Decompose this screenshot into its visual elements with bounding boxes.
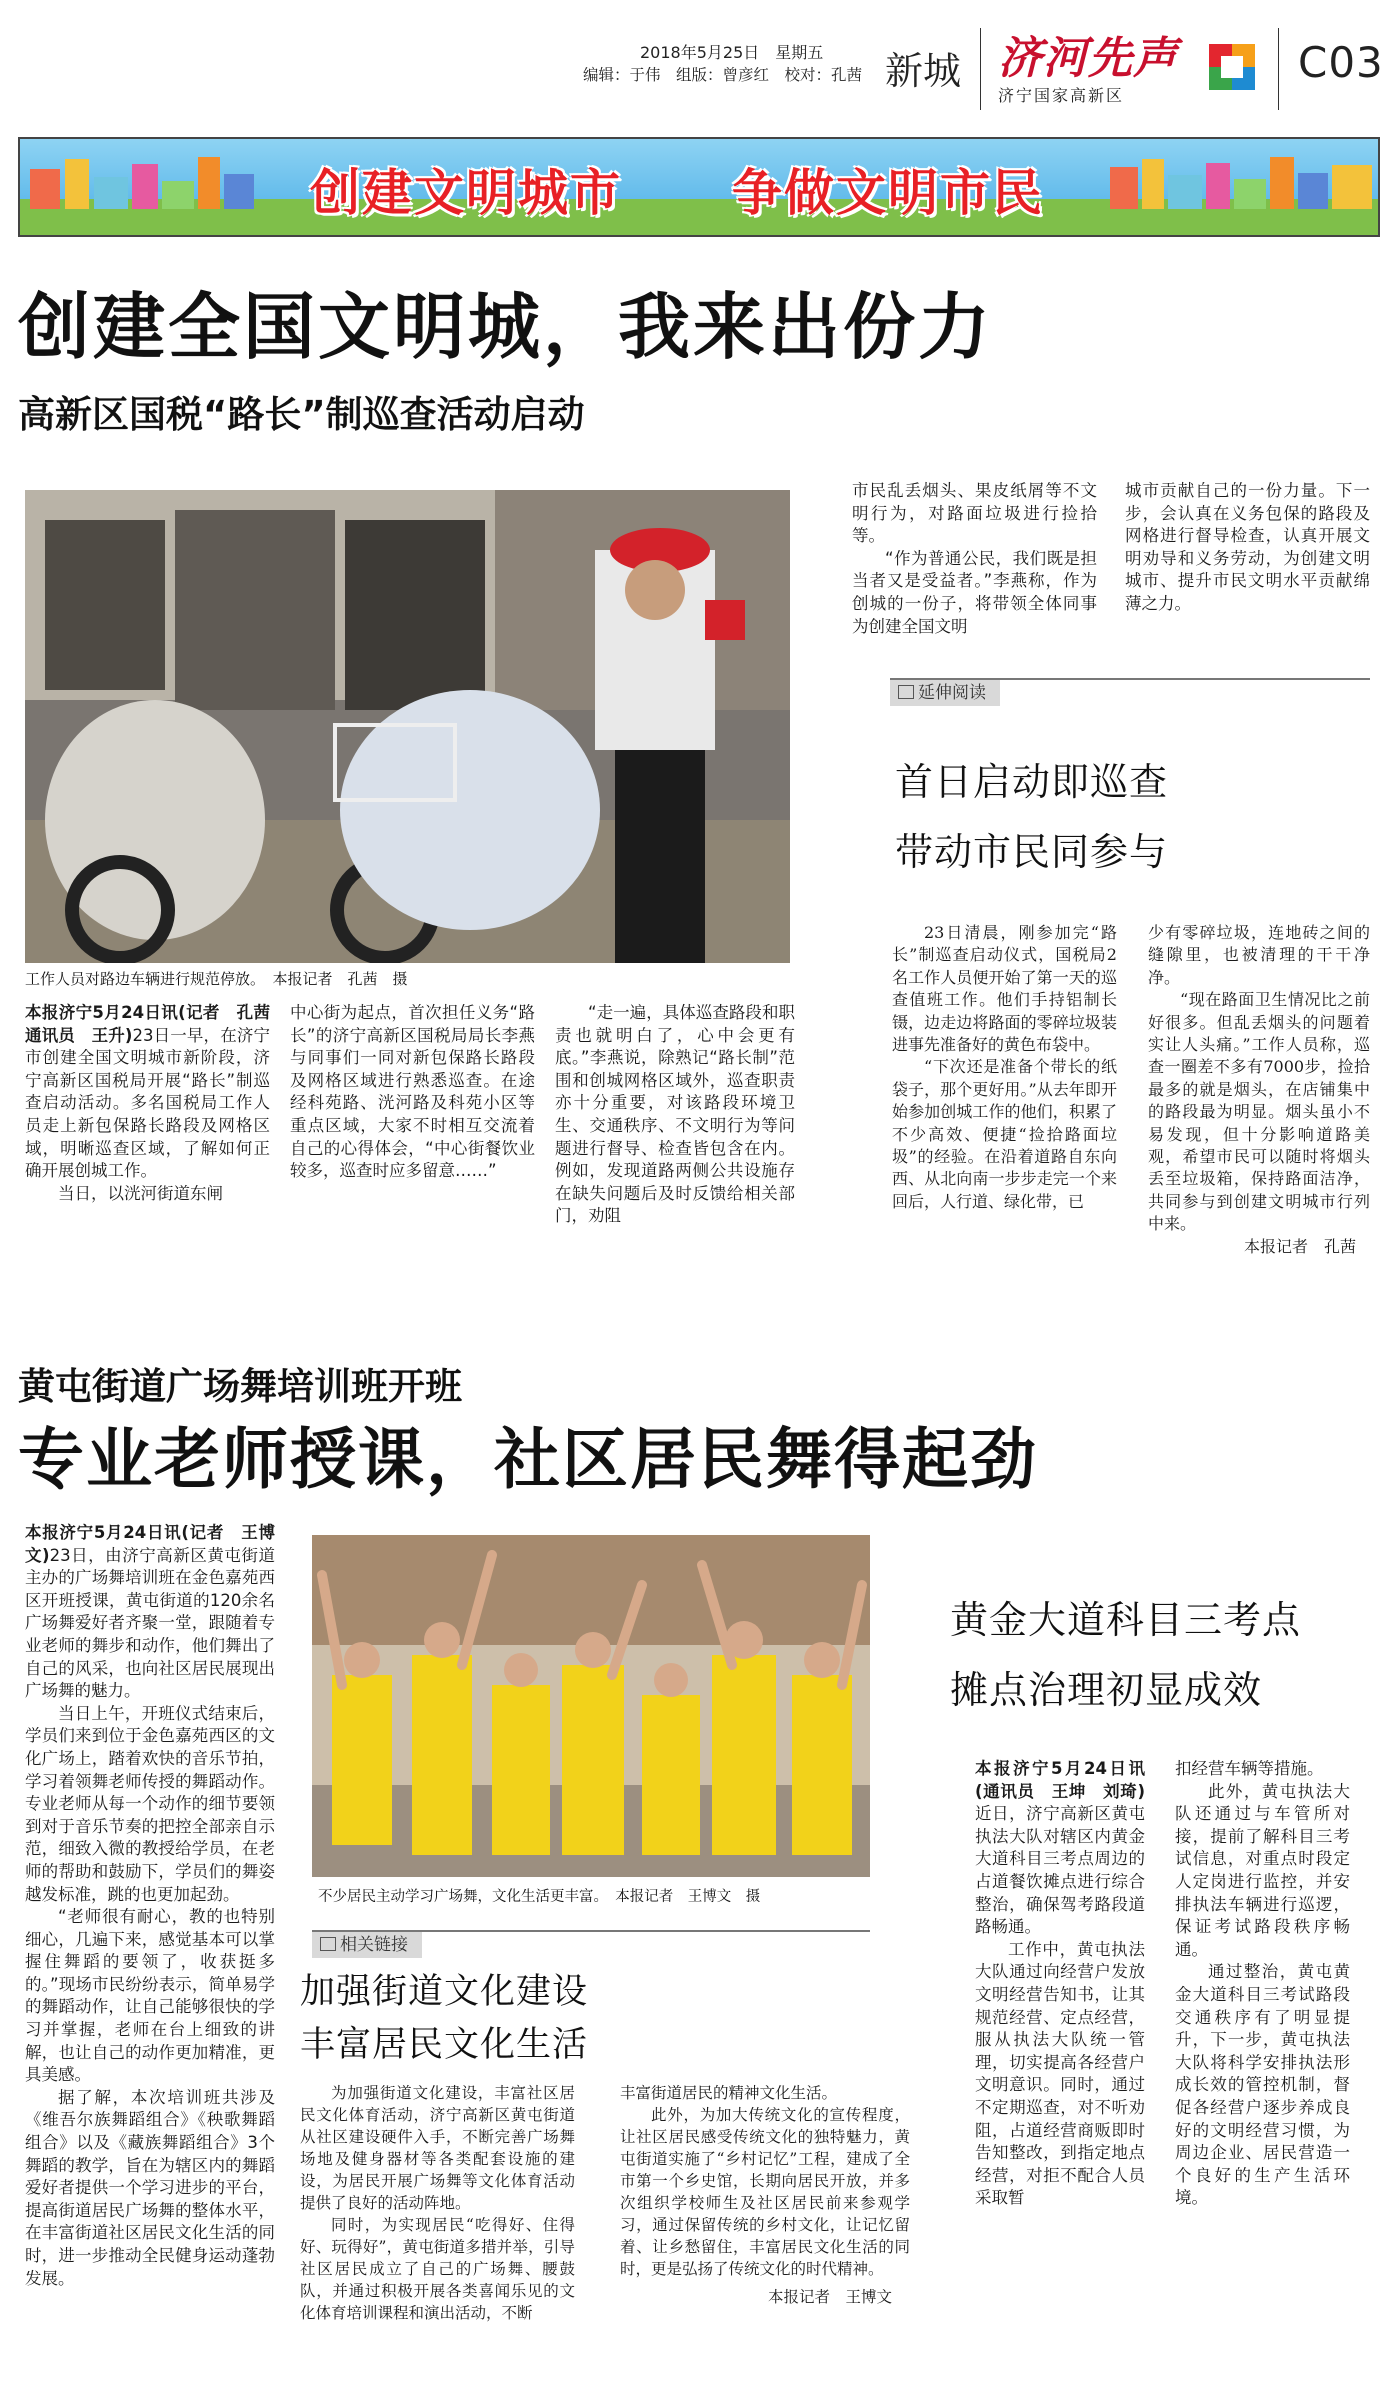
article3-col2-text3: 通过整治，黄屯黄金大道科目三考试路段交通秩序有了明显提升，下一步，黄屯执法大队将科学安排执法形成长效的管控机制，督促各经营户逐步养成良好的文明经营习惯，为周边企业、居民营造一个良好的生产生活环境。 (1175, 1962, 1350, 2208)
banner-left-text: 创建文明城市 (310, 164, 622, 222)
sidebar1-col2-text: 少有零碎垃圾，连地砖之间的缝隙里，也被清理的干干净净。 (1148, 923, 1370, 987)
sidebar2-author: 本报记者 王博文 (767, 2288, 892, 2306)
masthead (0, 0, 1394, 135)
article1-col2 (290, 1002, 535, 1183)
sidebar1-col1-text2: “下次还是准备个带长的纸袋子，那个更好用。”从去年即开始参加创城工作的他们，积累了不少高效、便捷“捡拾路面垃圾”的经验。在沿着道路自东向西、从北向南一步步走完一个来回后，人行道、绿化带，已 (892, 1057, 1117, 1211)
sidebar1-title-1: 首日启动即巡查 (895, 760, 1169, 804)
article1-col2-text: 中心街为起点，首次担任义务“路长”的济宁高新区国税局局长李燕与同事们一同对新包保路长路段及网格区域进行熟悉巡查。在途经科苑路、洸河路及科苑小区等重点区域，大家不时相互交流着自己的心得体会，“中心街餐饮业较多，巡查时应多留意……” (290, 1003, 535, 1181)
sidebar1-tab (890, 680, 1000, 706)
article3-text1: 近日，济宁高新区黄屯执法大队对辖区内黄金大道科目三考点周边的占道餐饮摊点进行综合整治，确保驾考路段道路畅通。 (975, 1804, 1145, 1937)
sidebar1-header (890, 678, 1370, 708)
article2-text1: 23日，由济宁高新区黄屯街道主办的广场舞培训班在金色嘉苑西区开班授课，黄屯街道的120余名广场舞爱好者齐聚一堂，跟随着专业老师的舞步和动作，他们舞出了自己的风采，也向社区居民展现出广场舞的魅力。 (25, 1545, 275, 1701)
paper-name: 济河先声 (998, 33, 1178, 84)
article1-top-col2-text: 城市贡献自己的一份力量。下一步，会认真在义务包保的路段及网格进行督导检查，认真开展文明劝导和义务劳动，为创建文明城市、提升市民文明水平贡献绵薄之力。 (1125, 481, 1370, 613)
article1-top-col2 (1125, 480, 1370, 616)
sidebar2-col2 (620, 2082, 910, 2308)
article1-top-col1 (852, 480, 1097, 638)
article3-col2 (1175, 1758, 1350, 2210)
article1-col1 (25, 1002, 287, 1205)
sidebar1-col2-text2: “现在路面卫生情况比之前好很多。但乱丢烟头的问题着实让人头痛。”工作人员称，巡查一圈差不多有7000步，捡拾最多的就是烟头，在店铺集中的路段最为明显。烟头虽小不易发现，但十分影响道路美观，希望市民可以随时将烟头丢至垃圾箱，保持路面洁净，共同参与到创建文明城市行列中来。 (1148, 990, 1370, 1234)
sidebar1-tab-label: 延伸阅读 (918, 683, 986, 703)
cityscape-illustration (20, 139, 1378, 235)
banner (18, 137, 1380, 237)
article2-col1 (25, 1522, 275, 2290)
sidebar2-col2-text: 丰富街道居民的精神文化生活。 (620, 2084, 838, 2102)
sidebar2-col1-text2: 同时，为实现居民“吃得好、住得好、玩得好”，黄屯街道多措并举，引导社区居民成立了自己的广场舞、腰鼓队，并通过积极开展各类喜闻乐见的文化体育培训课程和演出活动，不断 (300, 2216, 575, 2322)
masthead-divider-2 (1278, 28, 1279, 110)
sidebar2-tab (312, 1932, 422, 1958)
article1-title: 创建全国文明城，我来出份力 (18, 285, 994, 369)
paper-sub: 济宁国家高新区 (998, 86, 1125, 105)
article2-byline: 本报济宁5月24日讯(记者 王博文) (25, 1523, 275, 1565)
article2-kicker: 黄屯街道广场舞培训班开班 (18, 1365, 462, 1408)
book-icon (898, 685, 914, 699)
article3-col1 (975, 1758, 1145, 2210)
sidebar2-header (312, 1930, 870, 1960)
article2-photo-caption: 不少居民主动学习广场舞，文化生活更丰富。 本报记者 王博文 摄 (318, 1889, 761, 1905)
sidebar1-title-2: 带动市民同参与 (895, 830, 1169, 874)
article2-photo (312, 1535, 870, 1877)
sidebar1-col2 (1148, 922, 1370, 1258)
sidebar2-title-2: 丰富居民文化生活 (300, 2025, 589, 2065)
masthead-divider (980, 28, 981, 110)
article3-title-2: 摊点治理初显成效 (950, 1668, 1263, 1712)
article1-photo-caption: 工作人员对路边车辆进行规范停放。 本报记者 孔茜 摄 (25, 970, 408, 988)
article3-title-1: 黄金大道科目三考点 (950, 1598, 1302, 1642)
sidebar1-col1 (892, 922, 1117, 1213)
article1-col3 (555, 1002, 795, 1228)
article1-top-col1-text2: “作为普通公民，我们既是担当者又是受益者。”李燕称，作为创城的一份子，将带领全体同事为创建全国文明 (852, 548, 1097, 636)
book-icon (320, 1937, 336, 1951)
article1-col1-text: 23日一早，在济宁市创建全国文明城市新阶段，济宁高新区国税局开展“路长”制巡查启动活动。多名国税局工作人员走上新包保路长路段及网格区域，明晰巡查区域，了解如何正确开展创城工作。 (25, 1025, 271, 1181)
article1-byline: 本报济宁5月24日讯(记者 孔茜 通讯员 王升) (25, 1003, 287, 1045)
sidebar1-author: 本报记者 孔茜 (1243, 1236, 1356, 1256)
article1-col1-text2: 当日，以洸河街道东闸 (58, 1183, 223, 1203)
masthead-date: 2018年5月25日 星期五 (640, 43, 824, 62)
sidebar2-tab-label: 相关链接 (340, 1935, 408, 1955)
article3-col2-text1: 扣经营车辆等措施。 (1175, 1759, 1324, 1778)
article2-text3: “老师很有耐心，教的也特别细心，几遍下来，感觉基本可以掌握住舞蹈的要领了，收获挺多的。”现场市民纷纷表示，简单易学的舞蹈动作，让自己能够很快的学习并掌握，老师在台上细致的讲解，也让自己的动作更加精准，更具美感。 (25, 1907, 275, 2085)
sidebar1-col1-text: 23日清晨，刚参加完“路长”制巡查启动仪式，国税局2名工作人员便开始了第一天的巡查值班工作。他们手持铝制长镊，边走边将路面的零碎垃圾装进事先准备好的黄色布袋中。 (892, 923, 1117, 1055)
sidebar2-title-1: 加强街道文化建设 (300, 1972, 589, 2012)
sidebar2-col1-text: 为加强街道文化建设，丰富社区居民文化体育活动，济宁高新区黄屯街道从社区建设硬件入手，不断完善广场舞场地及健身器材等各类配套设施的建设，为居民开展广场舞等文化体育活动提供了良好的活动阵地。 (300, 2084, 575, 2212)
article2-text4: 据了解，本次培训班共涉及《维吾尔族舞蹈组合》《秧歌舞蹈组合》以及《藏族舞蹈组合》3个舞蹈的教学，旨在为辖区内的舞蹈爱好者提供一个学习进步的平台，提高街道居民广场舞的整体水平，在丰富街道社区居民文化生活的同时，进一步推动全民健身运动蓬勃发展。 (25, 2087, 275, 2288)
section-name: 新城 (885, 49, 962, 93)
logo-icon (1205, 40, 1259, 94)
article3-col2-text2: 此外，黄屯执法大队还通过与车管所对接，提前了解科目三考试信息，对重点时段定人定岗进行监控，并安排执法车辆进行巡逻，保证考试路段秩序畅通。 (1175, 1781, 1350, 1959)
sidebar2-col1 (300, 2082, 575, 2324)
article1-photo (25, 490, 790, 963)
article1-top-col1-text: 市民乱丢烟头、果皮纸屑等不文明行为，对路面垃圾进行捡拾等。 (852, 481, 1097, 546)
page-number: C03 (1298, 38, 1384, 87)
masthead-editors: 编辑：于伟 组版：曾彦红 校对：孔茜 (583, 66, 863, 84)
article1-col3-text: “走一遍，具体巡查路段和职责也就明白了，心中会更有底。”李燕说，除熟记“路长制”范围和创城网格区域外，巡查职责亦十分重要，对该路段环境卫生、交通秩序、不文明行为等问题进行督导、检查皆包含在内。例如，发现道路两侧公共设施存在缺失问题后及时反馈给相关部门，劝阻 (555, 1003, 795, 1226)
article2-title: 专业老师授课，社区居民舞得起劲 (18, 1421, 1038, 1498)
article3-text2: 工作中，黄屯执法大队通过向经营户发放文明经营告知书，让其规范经营、定点经营，服从执法大队统一管理，切实提高各经营户文明意识。同时，通过不定期巡查，对不听劝阻，占道经营商贩即时告知整改，到指定地点经营，对拒不配合人员采取暂 (975, 1939, 1145, 2208)
sidebar2-col2-text2: 此外，为加大传统文化的宣传程度，让社区居民感受传统文化的独特魅力，黄屯街道实施了“乡村记忆”工程，建成了全市第一个乡史馆，长期向居民开放，并多次组织学校师生及社区居民前来参观学习，通过保留传统的乡村文化，让记忆留着、让乡愁留住，丰富居民文化生活的同时，更是弘扬了传统文化的时代精神。 (620, 2106, 910, 2278)
article3-byline: 本报济宁5月24日讯(通讯员 王坤 刘琦) (975, 1759, 1145, 1801)
article2-text2: 当日上午，开班仪式结束后，学员们来到位于金色嘉苑西区的文化广场上，踏着欢快的音乐节拍，学习着领舞老师传授的舞蹈动作。专业老师从每一个动作的细节要领到对于音乐节奏的把控全部亲自示范，细致入微的教授给学员，在老师的帮助和鼓励下，学员们的舞姿越发标准，跳的也更加起劲。 (25, 1703, 275, 1904)
article1-subtitle: 高新区国税“路长”制巡查活动启动 (18, 393, 585, 436)
banner-right-text: 争做文明市民 (732, 164, 1044, 222)
